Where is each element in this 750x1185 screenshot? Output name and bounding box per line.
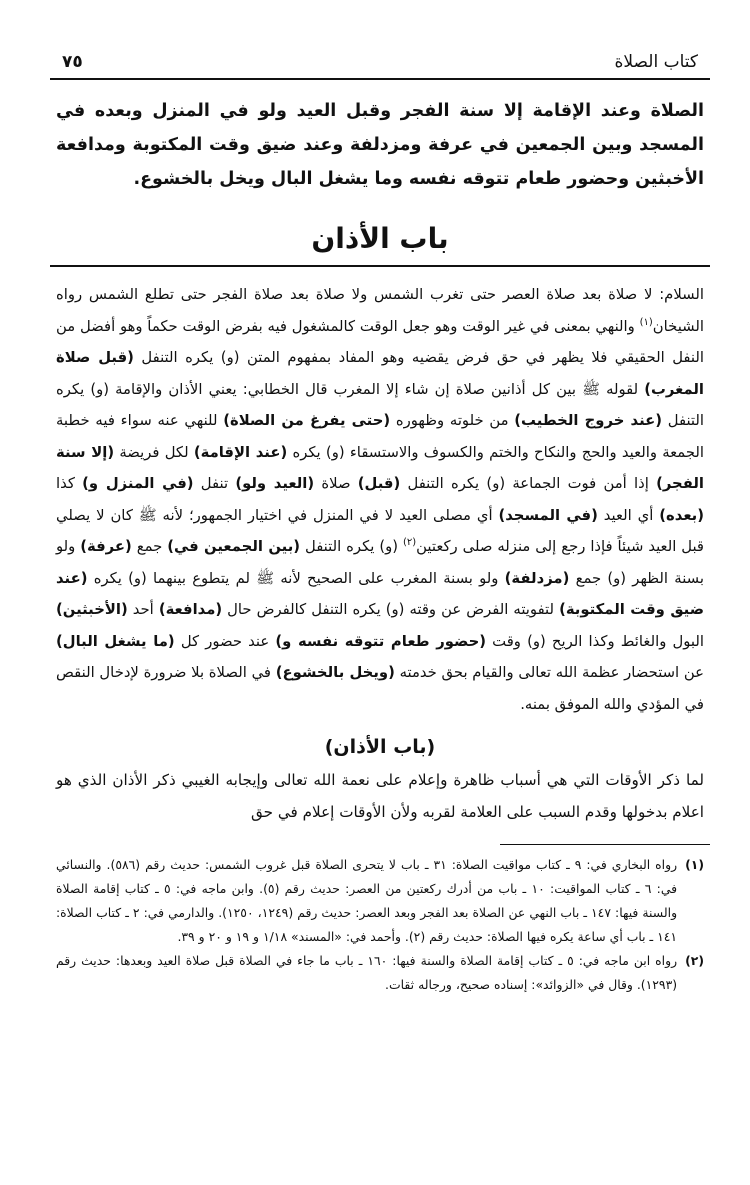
- matn-quote: (حتى يفرغ من الصلاة): [223, 412, 391, 429]
- matn-quote: (عند ضيق وقت المكتوبة): [56, 569, 705, 618]
- section-title: (باب الأذان): [324, 736, 436, 758]
- matn-quote: (مدافعة): [158, 601, 223, 618]
- page-number: ٧٥: [62, 52, 83, 72]
- commentary-text: إذا أمن فوت الجماعة (و) يكره التنفل: [400, 475, 657, 492]
- matn-quote: (حضور طعام تتوقه نفسه و): [275, 632, 487, 650]
- commentary-text: أي مصلى العيد لا في المنزل في اختيار الجمهور؛ لأنه ﷺ كان لا يصلي قبل العيد شيئاً فإذا رجع إلى منزله صلى ركعتين: [56, 506, 704, 555]
- book-title: كتاب الصلاة: [614, 52, 698, 72]
- matn-quote: (عند خروج الخطيب): [514, 412, 663, 429]
- matn-quote: (عند الإقامة): [193, 443, 288, 461]
- book-page: [50, 52, 710, 997]
- commentary-text: ولو بسنة المغرب على الصحيح لأنه ﷺ لم يتطوع بينهما (و) يكره: [87, 569, 505, 587]
- commentary-text: أي العيد: [597, 506, 660, 524]
- matn-quote: (في المنزل و): [82, 475, 194, 492]
- matn-quote: (قبل): [357, 475, 401, 492]
- commentary-text: السلام: لا صلاة بعد صلاة العصر حتى تغرب الشمس ولا صلاة بعد صلاة الفجر حتى تطلع الشمس رواه الشيخان: [56, 286, 704, 335]
- commentary-text: صلاة: [314, 475, 358, 492]
- commentary-paragraph: [56, 279, 704, 720]
- footnote-mark: (٢): [685, 953, 704, 968]
- matn-quote: (العيد ولو): [235, 475, 315, 492]
- commentary-text: والنهي بمعنى في غير الوقت وهو جعل الوقت كالمشغول فيه بفرض الوقت حكماً وهو أفضل من النفل الحقيقي فلا يظهر في حق فرض يقضيه وهو المفاد بمفهوم المتن (و) يكره التنفل: [56, 317, 704, 366]
- commentary-text: من خلوته وظهوره: [390, 412, 515, 429]
- chapter-title: باب الأذان: [311, 222, 449, 255]
- commentary-text: تنفل: [193, 475, 236, 492]
- commentary-text: أحد: [127, 601, 159, 618]
- commentary-text: عن استحضار عظمة الله تعالى والقيام بحق خدمته: [394, 664, 704, 681]
- commentary-text: لقوله ﷺ بين كل أذانين صلاة إن شاء إلا المغرب قال الخطابي: يعني الأذان والإقامة (و) يكره التنفل: [56, 380, 704, 429]
- commentary-text: البول والغائط وكذا الريح (و) وقت: [486, 632, 704, 650]
- commentary-text: للنهي عنه سواء فيه خطبة الجمعة والعيد والحج والنكاح والختم والكسوف والاستسقاء (و) يكره: [56, 412, 705, 461]
- commentary-text: ولو بسنة الظهر (و) جمع: [56, 538, 704, 587]
- footnotes: [56, 853, 704, 997]
- matn-quote: (قبل صلاة المغرب): [56, 349, 704, 398]
- matn-quote: (في المسجد): [498, 506, 598, 524]
- footnote-ref: (٢): [402, 537, 417, 549]
- footnote-text: رواه البخاري في: ٩ ـ كتاب مواقيت الصلاة: ٣١ ـ باب لا يتحرى الصلاة قبل غروب الشمس: حديث رقم (٥٨٦). والنسائي في: ٦ ـ كتاب المواقيت: ١٠ ـ باب من أدرك ركعتين من العصر: حديث رقم (٥). وابن ماجه في: ٥ ـ كتاب إقامة الصلاة والسنة فيها: ١٤٧ ـ باب النهي عن الصلاة بعد الفجر وبعد العصر: حديث رقم (١٢٤٩، ١٢٥٠). والدارمي في: ٢ ـ كتاب الصلاة: ١٤١ ـ باب أي ساعة يكره فيها الصلاة: حديث رقم (٢). وأحمد في: «المسند» ١/١٨ و ١٩ و ٢٠ و ٣٩.: [56, 857, 678, 944]
- commentary-text: عند حضور كل: [174, 632, 276, 650]
- running-header: [50, 52, 710, 80]
- matn-quote: (بعده): [659, 506, 704, 524]
- matn-quote: (ويخل بالخشوع): [275, 664, 395, 681]
- footnote-separator: [500, 844, 710, 845]
- matn-text: الصلاة وعند الإقامة إلا سنة الفجر وقبل العيد ولو في المنزل وبعده في المسجد وبين الجمعين في عرفة ومزدلفة وعند ضيق وقت المكتوبة ومدافعة الأخبثين وحضور طعام تتوقه نفسه وما يشغل البال ويخل بالخشوع.: [56, 101, 704, 189]
- section-paragraph: لما ذكر الأوقات التي هي أسباب ظاهرة وإعلام على نعمة الله تعالى وإيجابه الغيبي ذكر الأذان الذي هو اعلام بدخولها وقدم السبب على العلامة لقربه ولأن الأوقات إعلام في حق: [56, 771, 704, 821]
- commentary-text: لتفويته الفرض عن وقته (و) يكره التنفل كالفرض حال: [222, 601, 560, 618]
- matn-quote: (الأخبثين): [56, 601, 128, 618]
- commentary-text: في الصلاة بلا ضرورة لإدخال النقص في المؤدي والله الموفق بمنه.: [56, 664, 704, 713]
- matn-quote: (بين الجمعين في): [167, 538, 301, 555]
- commentary-text: (و) يكره التنفل: [300, 538, 403, 555]
- matn-quote: (مزدلفة): [504, 569, 570, 587]
- matn-quote: (عرفة): [80, 538, 132, 555]
- footnote-text: رواه ابن ماجه في: ٥ ـ كتاب إقامة الصلاة والسنة فيها: ١٦٠ ـ باب ما جاء في الصلاة قبل صلاة العيد وبعدها: حديث رقم (١٢٩٣). وقال في «الزوائد»: إسناده صحيح، ورجاله ثقات.: [56, 953, 678, 992]
- commentary-text: كذا: [56, 475, 83, 492]
- commentary-text: جمع: [131, 538, 168, 555]
- matn-quote: (إلا سنة الفجر): [56, 443, 704, 492]
- commentary-text: لكل فريضة: [114, 443, 194, 461]
- footnote-2: [56, 949, 704, 997]
- separator-rule: [50, 265, 710, 267]
- footnote-1: [56, 853, 704, 949]
- footnote-ref: (١): [639, 316, 653, 328]
- matn-quote: (ما يشغل البال): [56, 632, 175, 650]
- footnote-mark: (١): [685, 857, 704, 872]
